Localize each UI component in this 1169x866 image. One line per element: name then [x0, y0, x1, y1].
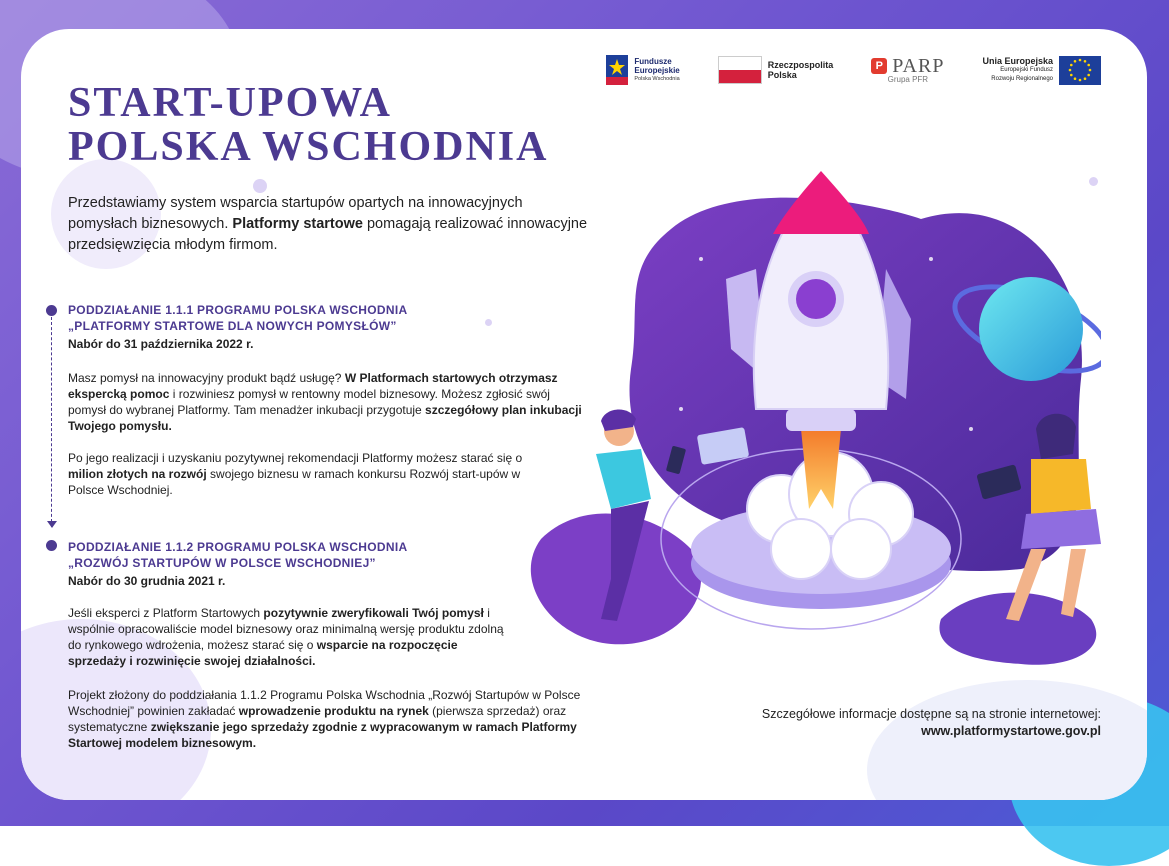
polish-flag-icon [718, 56, 762, 84]
timeline-line [51, 317, 52, 527]
rocket-window [796, 279, 836, 319]
timeline-arrow-icon [47, 521, 57, 528]
parp-logo [871, 54, 945, 84]
parp-name: PARP [892, 54, 945, 77]
fe-line3: Polska Wschodnia [634, 75, 680, 82]
planet [979, 277, 1083, 381]
ue-line2: Europejski Fundusz [1000, 66, 1053, 73]
parp-icon: P [871, 58, 887, 74]
intro-text: pomagają realizować innowacyjne przedsięwzięcia młodym firmom. [68, 216, 588, 253]
poster-card [21, 29, 1147, 800]
timeline-dot [46, 305, 57, 316]
fundusze-europejskie-logo [606, 55, 679, 85]
section-subheading: „PLATFORMY STARTOWE DLA NOWYCH POMYSŁÓW” [68, 319, 397, 333]
page-title [68, 81, 549, 169]
rocket-bottom [786, 409, 856, 431]
fe-star-icon [606, 55, 628, 85]
section-subheading: „ROZWÓJ STARTUPÓW W POLSCE WSCHODNIEJ” [68, 556, 376, 570]
ue-line1: Unia Europejska [982, 55, 1053, 66]
more-info [762, 706, 1101, 740]
title-line2: POLSKA WSCHODNIA [68, 124, 549, 170]
ue-line3: Rozwoju Regionalnego [991, 75, 1053, 82]
fe-line1: Fundusze [634, 56, 672, 66]
rp-line1: Rzeczpospolita [767, 60, 834, 70]
project-requirements-paragraph: Projekt złożony do poddziałania 1.1.2 Programu Polska Wschodnia „Rozwój Startupów w Polsce Wschodniej” powinien zakładać wprowadzenie produktu na rynek (pierwsza sprzedaż) oraz systematyczne zwiększanie jego sprzedaży zgodnie z wypracowanym w ramach Platformy Startowej modelem biznesowym. [68, 688, 581, 750]
rocket-launch-illustration [501, 109, 1101, 669]
parp-sub: Grupa PFR [887, 74, 929, 84]
fe-line2: Europejskie [634, 65, 680, 75]
section-heading: PODDZIAŁANIE 1.1.2 PROGRAMU POLSKA WSCHODNIA [68, 540, 408, 554]
decor-blob [867, 680, 1147, 800]
website-link[interactable]: www.platformystartowe.gov.pl [921, 724, 1101, 738]
rp-line2: Polska [767, 70, 797, 80]
unia-europejska-logo [982, 56, 1101, 85]
title-line1: START-UPOWA [68, 80, 392, 126]
more-info-label: Szczegółowe informacje dostępne są na stronie internetowej: [761, 707, 1101, 721]
timeline-dot [46, 540, 57, 551]
intro-text: Przedstawiamy system wsparcia startupów opartych na innowacyjnych pomysłach biznesowych. [68, 195, 523, 232]
rzeczpospolita-polska-logo [718, 56, 834, 84]
section-paragraph: Po jego realizacji i uzyskaniu pozytywnej rekomendacji Platformy możesz starać się o milion złotych na rozwój swojego biznesu w ramach konkursu Rozwój start-upów w Polsce Wschodniej. [68, 451, 523, 497]
section-heading: PODDZIAŁANIE 1.1.1 PROGRAMU POLSKA WSCHODNIA [68, 303, 408, 317]
partner-logos [606, 55, 1101, 85]
section-paragraph: Jeśli eksperci z Platform Startowych pozytywnie zweryfikowali Twój pomysł i wspólnie opracowaliście model biznesowy oraz minimalną wersję produktu zdolną do rynkowego wdrożenia, możesz starać się o wsparcie na rozpoczęcie sprzedaży i rozwinięcie swojej działalności. [68, 606, 504, 668]
intro-bold: Platformy startowe [232, 216, 363, 232]
section-paragraph: Masz pomysł na innowacyjny produkt bądź usługę? W Platformach startowych otrzymasz ekspercką pomoc i rozwiniesz pomysł w rentowny model biznesowy. Możesz zgłosić swój pomysł do wybranej Platformy. Tam menadżer inkubacji przygotuje szczegółowy plan inkubacji Twojego pomysłu. [68, 371, 582, 433]
section-deadline: Nabór do 30 grudnia 2021 r. [68, 574, 226, 588]
decor-dot [253, 179, 267, 193]
eu-flag-icon [1059, 56, 1101, 85]
section-deadline: Nabór do 31 października 2022 r. [68, 337, 254, 351]
